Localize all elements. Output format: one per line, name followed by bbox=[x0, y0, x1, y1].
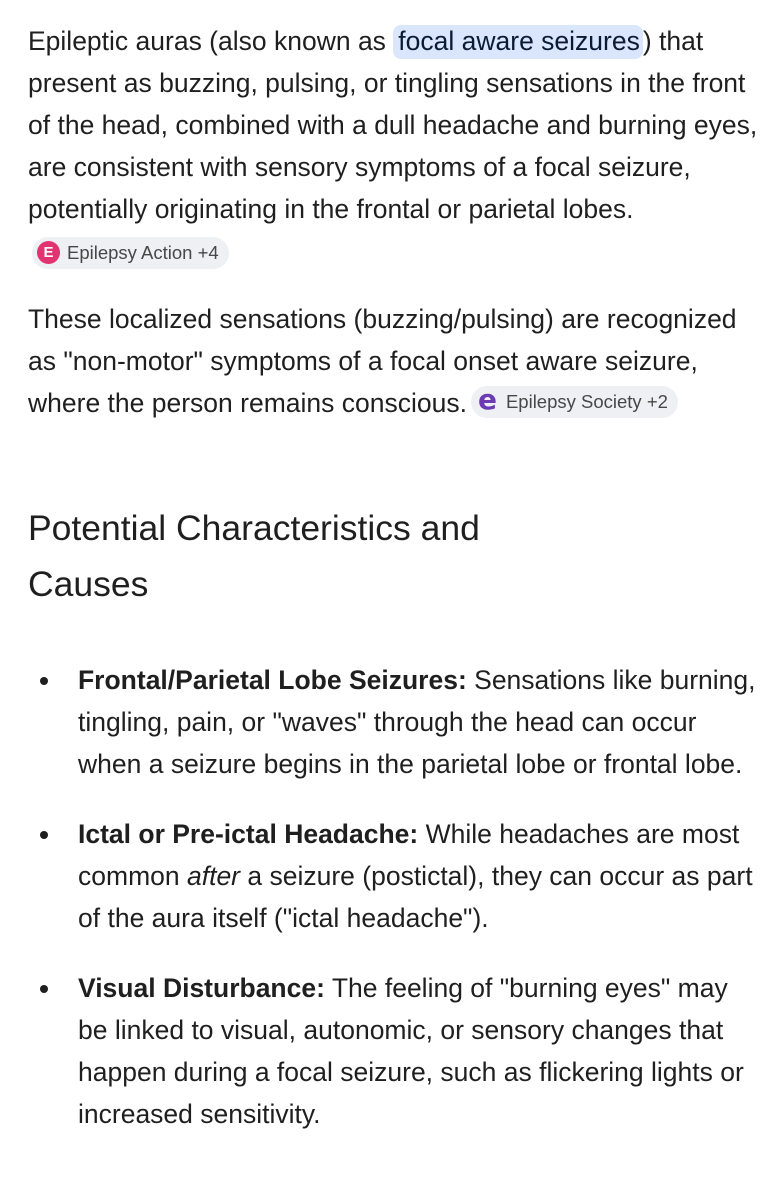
answer-paragraph-1 bbox=[28, 20, 758, 272]
section-heading: Potential Characteristics and Causes bbox=[28, 508, 480, 604]
paragraph-text: ) that present as buzzing, pulsing, or tingling sensations in the front of the head, combined with a dull headache and burning eyes, are consistent with sensory symptoms of a focal seizure, potentially originating in the frontal or parietal lobes. bbox=[28, 26, 758, 224]
epilepsy-action-logo-icon: E bbox=[37, 241, 60, 264]
list-item-text: The feeling of "burning eyes" may be linked to visual, autonomic, or sensory changes that happen during a focal seizure, such as flickering lights or increased sensitivity. bbox=[78, 973, 744, 1129]
list-item-term: Visual Disturbance: bbox=[78, 973, 325, 1003]
list-item bbox=[28, 659, 758, 785]
paragraph-text: Epileptic auras (also known as bbox=[28, 26, 394, 56]
list-item-text: Sensations like burning, tingling, pain, or "waves" through the head can occur when a seizure begins in the parietal lobe or frontal lobe. bbox=[78, 665, 756, 779]
list-item-emphasis: after bbox=[186, 861, 241, 891]
source-chip-label: Epilepsy Action +4 bbox=[67, 241, 219, 263]
list-item bbox=[28, 967, 758, 1135]
answer-paragraph-2 bbox=[28, 298, 758, 424]
list-item-text: While headaches are most common bbox=[78, 819, 740, 891]
list-item-term: Ictal or Pre-ictal Headache: bbox=[78, 819, 419, 849]
list-item bbox=[28, 813, 758, 939]
epilepsy-society-logo-icon: e bbox=[477, 383, 497, 416]
source-chip-label: Epilepsy Society +2 bbox=[505, 391, 668, 412]
list-item-term: Frontal/Parietal Lobe Seizures: bbox=[78, 665, 467, 695]
characteristics-list bbox=[28, 659, 758, 1135]
source-chip-epilepsy-society[interactable] bbox=[471, 383, 678, 418]
paragraph-text: These localized sensations (buzzing/pulsing) are recognized as "non-motor" symptoms of a focal onset aware seizure, where the person remains conscious. bbox=[28, 304, 737, 418]
highlighted-term-link[interactable]: focal aware seizures bbox=[393, 25, 643, 59]
list-item-text: a seizure (postictal), they can occur as part of the aura itself ("ictal headache"). bbox=[78, 861, 753, 933]
ai-answer-content bbox=[28, 20, 758, 1163]
source-chip-epilepsy-action[interactable] bbox=[32, 237, 229, 269]
